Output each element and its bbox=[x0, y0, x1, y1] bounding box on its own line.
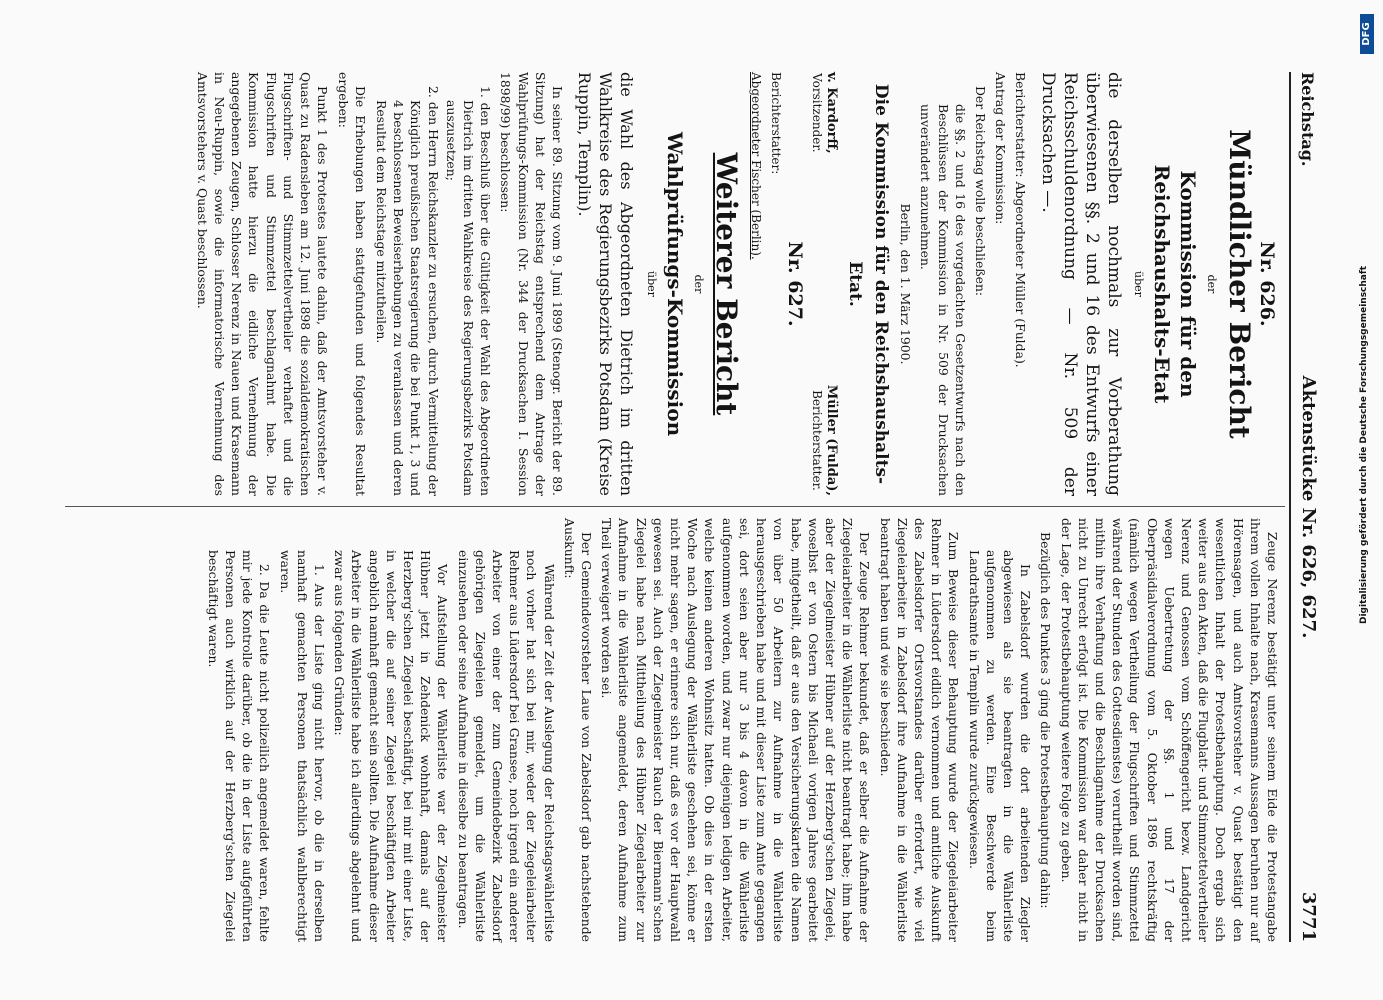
paragraph: Punkt 1 des Protestes lautete dahin, daß der Amtsvorsteher v. Quast zu Radensleben am 12. Juni 1898 die sozialdemokratischen Flugschriften- und Stimmzettelvertheiler verhaftet und die Flugschriften und Stimmzettel beschlagnahmt habe. Die Kommission hatte hierzu die eidliche Vernehmung der angegebenen Zeugen, Schlosser Nerenz in Nauen und Krasemann in Neu-Ruppin, sowie die informatorische Vernehmung des Amtsvorstehers v. Quast beschlossen. bbox=[194, 72, 331, 496]
paragraph: In seiner 89. Sitzung vom 9. Juni 1899 (Stenogr. Bericht der 89. Sitzung) hat der Reichstag entsprechend dem Antrage der Wahlprüfungs-Kommission (Nr. 344 der Drucksachen I. Session 1898/99) beschlossen: bbox=[498, 72, 565, 496]
header-rule bbox=[1289, 72, 1291, 942]
dfg-logo bbox=[1360, 14, 1374, 54]
paragraph: Bezüglich des Punktes 3 ging die Protestbehauptung dahin: bbox=[1038, 532, 1054, 909]
list-item: 1. den Beschluß über die Gültigkeit der Wahl des Abgeordneten Dietrich im dritten Wahlkreise des Regierungsbezirks Potsdam auszusetzen; bbox=[443, 86, 494, 496]
title-muendlicher-bericht: Mündlicher Bericht bbox=[1222, 129, 1256, 439]
digitization-note-text: Digitalisierung gefördert durch die Deutsche Forschungsgemeinschaft bbox=[1359, 265, 1369, 624]
column-divider bbox=[65, 506, 1285, 507]
quoted-paragraph: In Zabelsdorf wurden die dort arbeitenden Ziegler abgewiesen als sie beantragten in die Wählerliste aufgenommen zu werden. Eine Beschwerde beim Landrathsamte in Templin wurde zurückgewiesen. bbox=[966, 550, 1034, 942]
rapporteur-627-label: Berichterstatter: bbox=[768, 72, 783, 175]
motion-line: Der Reichstag wolle beschließen: bbox=[972, 86, 988, 297]
ueber-label: über bbox=[1131, 271, 1145, 297]
rapporteur-name: Müller (Fulda), bbox=[823, 384, 839, 496]
running-header bbox=[1293, 72, 1323, 942]
chair-signature bbox=[809, 72, 839, 154]
quoted-paragraph: 1. Aus der Liste ging nicht hervor, ob die in derselben namhaft gemachten Personen thatsächlich wahlberechtigt waren. bbox=[277, 550, 328, 942]
date-line: Berlin, den 1. März 1900. bbox=[898, 203, 914, 365]
page-number: 3771 bbox=[1298, 891, 1319, 942]
quoted-paragraph: Während der Zeit der Auslegung der Reichstagswählerliste noch vorher hat sich bei mir, weder der Ziegeleiarbeiter Rehmer aus Lüdersdorf bei Gransee, noch irgend ein anderer Arbeiter von einer der zum Gemeindebezirk Zabelsdorf gehörigen Ziegeleien gemeldet, um die Wählerliste einzusehen oder seine Aufnahme in dieselbe zu beantragen. bbox=[455, 550, 557, 942]
rapporteur-627-name: Abgeordneter Fischer (Berlin). bbox=[748, 72, 763, 260]
document-number-627: Nr. 627. bbox=[783, 241, 806, 327]
list-item: 2. den Herrn Reichskanzler zu ersuchen, durch Vermittelung der Königlich preußischen Staatsregierung die bei Punkt 1, 3 und 4 beschlossenen Beweiserhebungen zu veranlassen und deren Resultat dem Reichstage mitzutheilen. bbox=[373, 86, 441, 496]
quoted-paragraph: 2. Da die Leute nicht polizeilich angemeldet waren, fehlte mir jede Kontrolle darüber, ob die in der Liste aufgeführten Personen auch wirklich auf der Herzberg'schen Ziegelei beschäftigt waren. bbox=[205, 550, 273, 942]
rapporteur-role: Berichterstatter. bbox=[809, 390, 824, 491]
title-weiterer-bericht: Weiterer Bericht bbox=[710, 152, 744, 416]
right-column bbox=[202, 518, 1281, 942]
der-label-2: der bbox=[692, 274, 706, 294]
header-left: Reichstag. bbox=[1298, 72, 1317, 167]
signatures bbox=[809, 72, 839, 496]
digitization-note bbox=[1359, 64, 1373, 624]
motion-text: die §§. 2 und 16 des vorgedachten Gesetzentwurfs nach den Beschlüssen der Kommission in Nr. 509 der Drucksachen unverändert anzunehmen. bbox=[918, 104, 968, 496]
commission-signature: Die Kommission für den Reichshaushalts-Etat. bbox=[844, 83, 891, 485]
header-center: Aktenstücke Nr. 626, 627. bbox=[1298, 375, 1319, 639]
left-column bbox=[191, 72, 1281, 496]
paragraph: Der Gemeindevorsteher Laue von Zabelsdorf gab nachstehende Auskunft: bbox=[561, 518, 595, 942]
ueber-label-2: über bbox=[645, 271, 659, 297]
subject-lead: die derselben nochmals zur Vorberathung überwiesenen §§. 2 und 16 des Entwurfs einer Reichsschuldenordnung — Nr. 509 der Drucksachen —. bbox=[1038, 72, 1125, 496]
subject-lead-2: die Wahl des Abgeordneten Dietrich im dritten Wahlkreise des Regierungsbezirks Potsdam (Kreise Ruppin, Templin). bbox=[574, 72, 636, 496]
paragraph: Zum Beweise dieser Behauptung wurde der Ziegeleiarbeiter Rehmer in Lüdersdorf eidlich vernommen und amtliche Auskunft des Zabelsdorfer Ortsvorstandes darüber erfordert, wie viel Ziegeleiarbeiter in Zabelsdorf ihre Aufnahme in die Wählerliste beantragt haben und wie sie beschieden. bbox=[877, 518, 962, 942]
motion-title: Antrag der Kommission: bbox=[993, 72, 1009, 225]
chair-role: Vorsitzender. bbox=[809, 73, 824, 153]
rapporteur-signature bbox=[809, 385, 839, 496]
commission-name: Kommission für den Reichshaushalts-Etat bbox=[1149, 164, 1200, 404]
quoted-paragraph: Vor Aufstellung der Wählerliste war der Ziegelmeister Hübner jetzt in Zehdenick wohnhaft, damals auf der Herzberg'schen Ziegelei beschäftigt, bei mir mit einer Liste, in welcher die auf seiner Ziegelei beschäftigten Arbeiter angeblich namhaft gemacht sein sollten. Die Aufnahme dieser Arbeiter in die Wählerliste habe ich allerdings abgelehnt und zwar aus folgenden Gründen: bbox=[332, 550, 451, 942]
resolution-list bbox=[373, 86, 494, 496]
paragraph: Der Zeuge Rehmer bekundet, daß er selber die Aufnahme der Ziegeleiarbeiter in die Wählerliste nicht beantragt habe; ihm habe aber der Ziegelmeister Hübner auf der Herzberg'schen Ziegelei, woselbst er von Ostern bis Michaeli vorigen Jahres gearbeitet habe, mitgetheilt, daß er aus den Versicherungskarten die Namen von über 50 Arbeitern zur Aufnahme in die Wählerliste herausgeschrieben habe und mit dieser Liste zum Amte gegangen sei, dort seien aber nur 3 bis 4 davon in die Wählerliste aufgenommen worden, und zwar nur diejenigen ledigen Arbeiter, welche keinen anderen Wohnsitz hatten. Ob dies in der ersten Woche nach Auslegung der Wählerliste geschehen sei, könne er nicht mehr sagen, er erinnere sich nur, daß es vor der Hauptwahl gewesen sei. Auch der Ziegelmeister Rauch der Biermann'schen Ziegelei habe nach Mittheilung des Hübner Ziegelarbeiter zur Aufnahme in die Wählerliste angemeldet, deren Aufnahme zum Theil verweigert worden sei. bbox=[599, 518, 873, 942]
commission-name-2: Wahlprüfungs-Kommission bbox=[663, 131, 688, 437]
paragraph: Die Erhebungen haben stattgefunden und folgendes Resultat ergeben: bbox=[335, 72, 368, 496]
dfg-logo-text: DFG bbox=[1361, 22, 1372, 46]
der-label: der bbox=[1204, 274, 1218, 294]
chair-name: v. Kardorff, bbox=[823, 72, 839, 154]
document-number-626: Nr. 626. bbox=[1256, 241, 1278, 327]
paragraph: Zeuge Nerenz bestätigt unter seinem Eide die Protestangabe ihrem vollen Inhalte nach, Krasemanns Aussagen beruhen nur auf Hörensagen, und auch Amtsvorsteher v. Quast bestätigt den wesentlichen Inhalt der Protestbehauptung. Doch ergab sich weiter aus den Akten, daß die Flugblatt- und Stimmzettelvertheiler Nerenz und Genossen vom Schöffengericht bezw. Landgericht wegen Uebertretung der §§. 1 und 17 der Oberpräsidialverordnung vom 5. Oktober 1896 rechtskräftig (nämlich wegen Vertheilung der Flugschriften und Stimmzettel während der Stunden des Gottesdienstes) verurtheilt worden sind, mithin ihre Verhaftung und die Beschlagnahme der Drucksachen nicht zu Unrecht erfolgt ist. Die Kommission war daher nicht in der Lage, der Protestbehauptung weitere Folge zu geben. bbox=[1058, 518, 1280, 942]
rapporteur-line: Berichterstatter: Abgeordneter Müller (Fulda). bbox=[1013, 72, 1029, 368]
